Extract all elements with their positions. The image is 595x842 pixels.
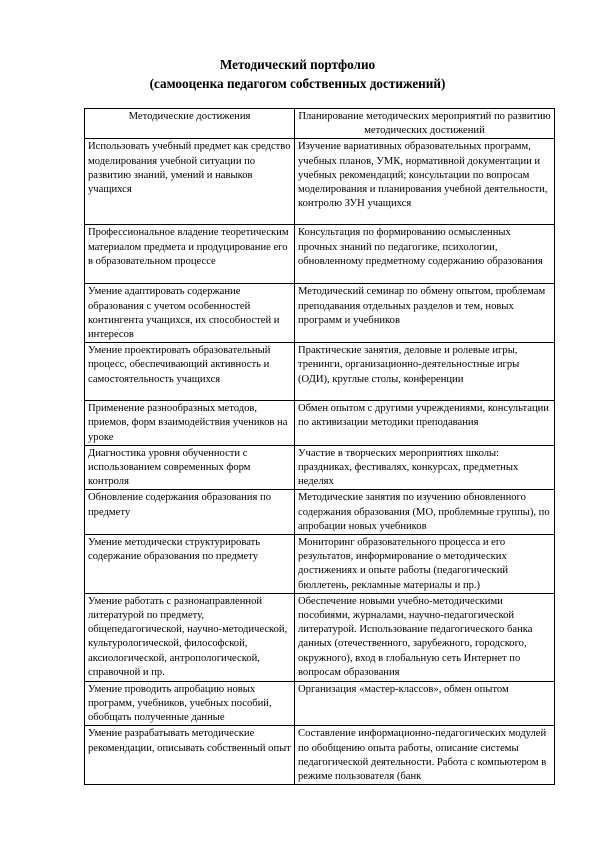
table-row xyxy=(85,593,555,681)
achievement-cell: Применение разнообразных методов, приемов, форм взаимодействия учеников на уроке xyxy=(85,401,295,446)
table-row xyxy=(85,445,555,490)
document-title xyxy=(0,55,595,93)
achievement-cell: Обновление содержания образования по предмету xyxy=(85,490,295,535)
achievement-cell: Умение проводить апробацию новых программ, учебников, учебных пособий, обобщать полученные данные xyxy=(85,681,295,726)
planning-cell: Составление информационно-педагогических модулей по обобщению опыта работы, описание системы педагогической деятельности. Работа с компьютером в режиме пользователя (банк xyxy=(295,726,555,785)
planning-cell: Организация «мастер-классов», обмен опытом xyxy=(295,681,555,726)
table-row xyxy=(85,401,555,446)
planning-cell: Изучение вариативных образовательных программ, учебных планов, УМК, нормативной документации и учебных рекомендаций; консультации по вопросам моделирования и планирования учебной деятельности, контролю ЗУН учащихся xyxy=(295,139,555,225)
planning-cell: Обмен опытом с другими учреждениями, консультации по активизации методики преподавания xyxy=(295,401,555,446)
planning-cell: Участие в творческих мероприятиях школы: праздниках, фестивалях, конкурсах, предметных неделях xyxy=(295,445,555,490)
planning-cell: Методические занятия по изучению обновленного содержания образования (МО, проблемные группы), по апробации новых учебников xyxy=(295,490,555,535)
planning-cell: Мониторинг образовательного процесса и его результатов, информирование о методических достижениях и опыте работы (педагогический бюллетень, рекламные материалы и пр.) xyxy=(295,535,555,594)
achievement-cell: Умение проектировать образовательный процесс, обеспечивающий активность и самостоятельность учащихся xyxy=(85,343,295,401)
achievement-cell: Умение адаптировать содержание образования с учетом особенностей контингента учащихся, их способностей и интересов xyxy=(85,284,295,343)
achievement-cell: Умение методически структурировать содержание образования по предмету xyxy=(85,535,295,594)
header-achievements: Методические достижения xyxy=(85,109,295,139)
achievement-cell: Профессиональное владение теоретическим материалом предмета и продуцирование его в образовательном процессе xyxy=(85,225,295,284)
planning-cell: Консультация по формированию осмысленных прочных знаний по педагогике, психологии, обновленному предметному содержанию образования xyxy=(295,225,555,284)
portfolio-table xyxy=(84,108,555,785)
table-header-row xyxy=(85,109,555,139)
table-row xyxy=(85,343,555,401)
table-row xyxy=(85,490,555,535)
table-row xyxy=(85,284,555,343)
table-row xyxy=(85,681,555,726)
table-row xyxy=(85,726,555,785)
table-row xyxy=(85,225,555,284)
table-row xyxy=(85,139,555,225)
achievement-cell: Использовать учебный предмет как средство моделирования учебной ситуации по развитию знаний, умений и навыков учащихся xyxy=(85,139,295,225)
title-line-2: (самооценка педагогом собственных достижений) xyxy=(149,76,446,91)
planning-cell: Практические занятия, деловые и ролевые игры, тренинги, организационно-деятельностные игры (ОДИ), круглые столы, конференции xyxy=(295,343,555,401)
planning-cell: Обеспечение новыми учебно-методическими пособиями, журналами, научно-педагогической литературой. Использование педагогического банка данных (отечественного, зарубежного, городского, окружного), вход в глобальную сеть Интернет по вопросам образования xyxy=(295,593,555,681)
achievement-cell: Умение работать с разнонаправленной литературой по предмету, общепедагогической, научно-методической, культурологической, философской, аксиологической, антропологической, справочной и пр. xyxy=(85,593,295,681)
achievement-cell: Диагностика уровня обученности с использованием современных форм контроля xyxy=(85,445,295,490)
header-planning: Планирование методических мероприятий по развитию методических достижений xyxy=(295,109,555,139)
title-line-1: Методический портфолио xyxy=(219,57,376,72)
table-row xyxy=(85,535,555,594)
planning-cell: Методический семинар по обмену опытом, проблемам преподавания отдельных разделов и тем, новых программ и учебников xyxy=(295,284,555,343)
achievement-cell: Умение разрабатывать методические рекомендации, описывать собственный опыт xyxy=(85,726,295,785)
